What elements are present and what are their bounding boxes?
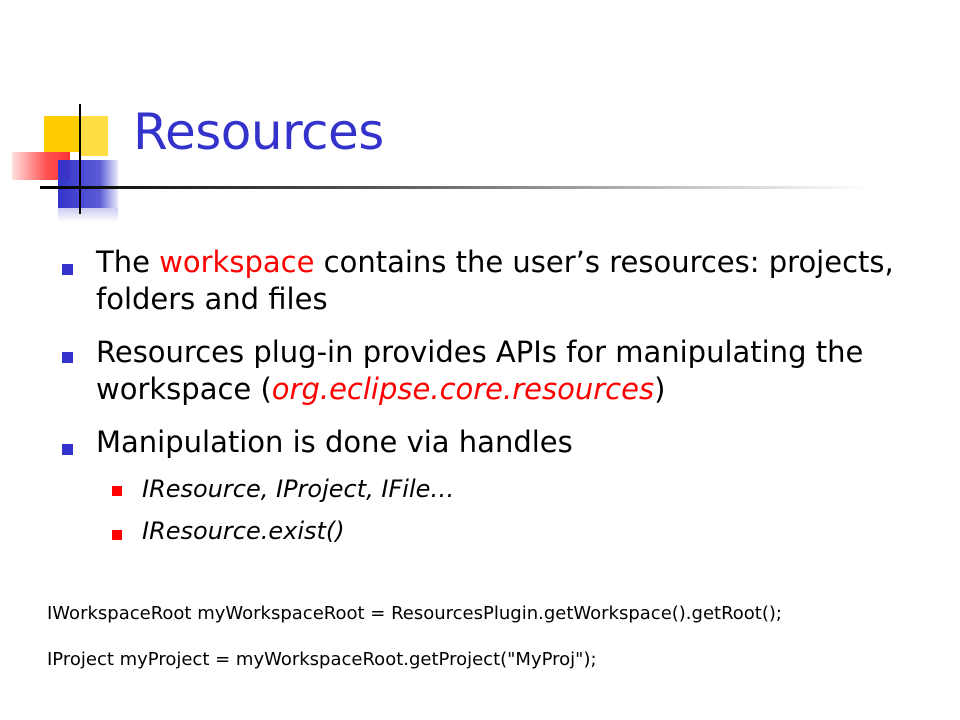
- bullet-text-part: Resources plug-in provides APIs for manipulating the workspace (: [96, 335, 864, 406]
- bullet-text: [96, 244, 916, 318]
- bullet-marker: [62, 444, 73, 455]
- bullet-text-part: The: [96, 245, 160, 279]
- bullet-text: Manipulation is done via handles: [96, 425, 573, 459]
- bullet-text-part: contains the user’s resources: projects, folders and files: [96, 245, 894, 316]
- code-line: IWorkspaceRoot myWorkspaceRoot = ResourcesPlugin.getWorkspace().getRoot();: [47, 603, 782, 624]
- highlight-workspace: workspace: [159, 245, 315, 279]
- bullet-marker: [62, 352, 73, 363]
- sub-bullet-text: IResource.exist(): [142, 517, 345, 545]
- sub-bullet-text: IResource, IProject, IFile…: [142, 475, 455, 503]
- code-line: IProject myProject = myWorkspaceRoot.getProject("MyProj");: [47, 649, 597, 670]
- sub-bullet-marker: [112, 530, 122, 540]
- bullet-marker: [62, 264, 73, 275]
- bullet-text-part: ): [654, 372, 666, 406]
- highlight-package-name: org.eclipse.core.resources: [271, 372, 655, 406]
- bullet-text: [96, 334, 916, 408]
- slide-title: Resources: [133, 103, 384, 161]
- sub-bullet-marker: [112, 486, 122, 496]
